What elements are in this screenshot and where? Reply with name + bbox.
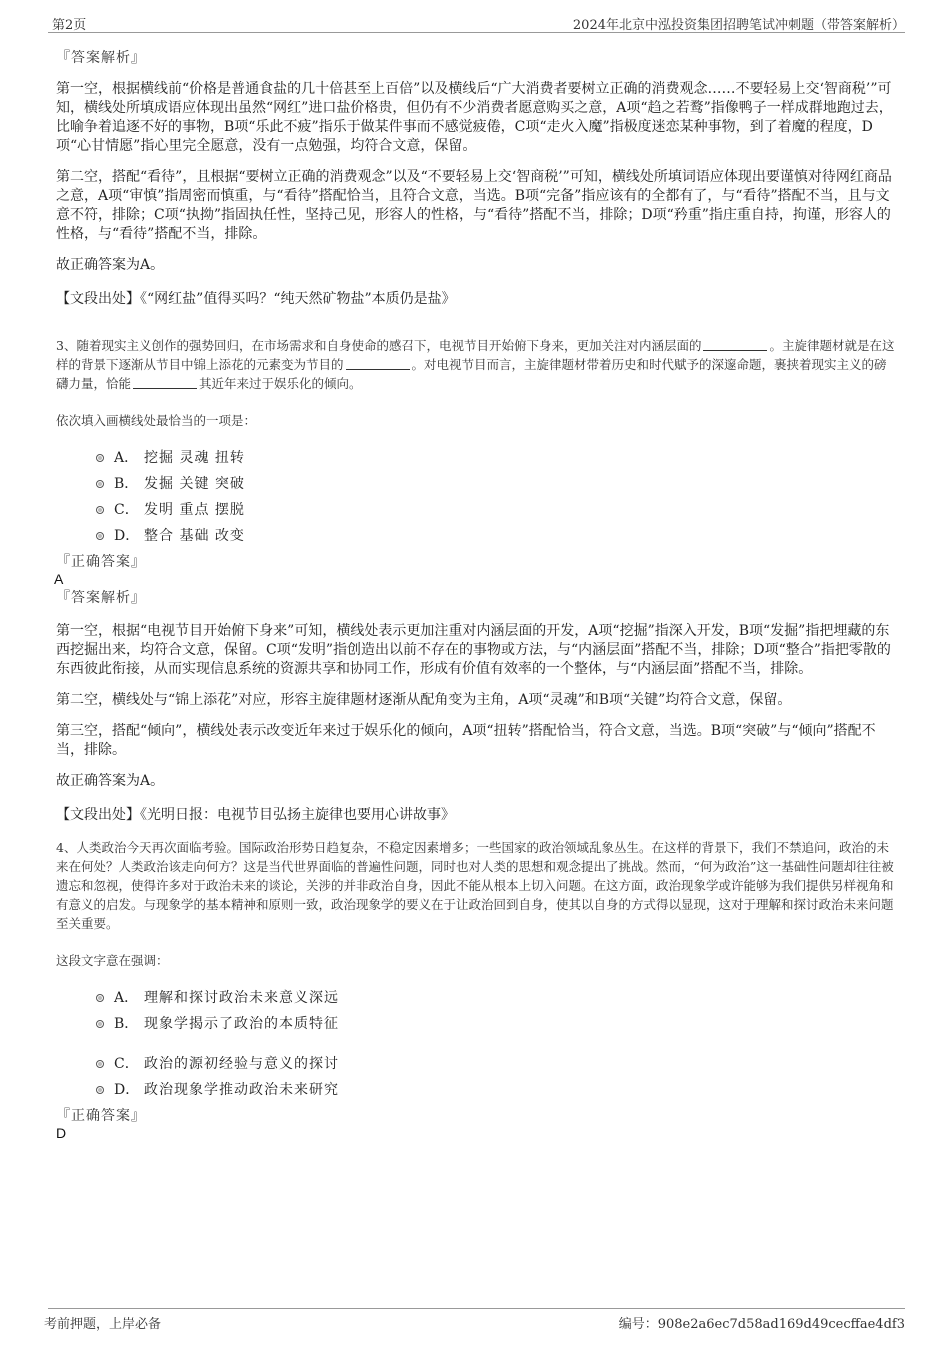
radio-button[interactable] — [96, 1020, 104, 1028]
source-citation: 【文段出处】《“网红盐”值得买吗？“纯天然矿物盐”本质仍是盐》 — [56, 291, 456, 307]
radio-button[interactable] — [96, 480, 104, 488]
radio-button[interactable] — [96, 454, 104, 462]
radio-button[interactable] — [96, 1060, 104, 1068]
option-a[interactable]: A． 挖掘 灵魂 扭转 — [96, 447, 896, 473]
radio-button[interactable] — [96, 994, 104, 1002]
analysis-paragraph: 第二空，横线处与“锦上添花”对应，形容主旋律题材逐渐从配角变为主角，A项“灵魂”和B项“关键”均符合文意，保留。 — [56, 692, 792, 708]
page-number: 第2页 — [52, 18, 87, 33]
document-title: 2024年北京中泓投资集团招聘笔试冲刺题（带答案解析） — [572, 18, 905, 33]
option-b[interactable]: B． 现象学揭示了政治的本质特征 — [96, 1013, 896, 1039]
correct-answer: D — [56, 1125, 67, 1141]
radio-button[interactable] — [96, 1086, 104, 1094]
option-c[interactable]: C． 政治的源初经验与意义的探讨 — [96, 1053, 896, 1079]
correct-answer-label: 『正确答案』 — [56, 554, 146, 570]
correct-answer: A — [54, 571, 64, 587]
option-list — [56, 447, 896, 551]
analysis-label: 『答案解析』 — [56, 50, 146, 66]
document-id: 编号：908e2a6ec7d58ad169d49cecffae4df3 — [618, 1317, 905, 1332]
correct-answer-label: 『正确答案』 — [56, 1108, 146, 1124]
option-b[interactable]: B． 发掘 关键 突破 — [96, 473, 896, 499]
question-stem: 4、人类政治今天再次面临考验。国际政治形势日趋复杂，不稳定因素增多；一些国家的政治领域乱象丛生。在这样的背景下，我们不禁追问，政治的未来在何处？人类政治该走向何方？这是当代世界面临的普遍性问题，同时也对人类的思想和观念提出了挑战。然而，“何为政治”这一基础性问题却往往被遗忘和忽视，使得许多对于政治未来的谈论，关涉的并非政治自身，因此不能从根本上切入问题。在这方面，政治现象学或许能够为我们提供另样视角和有意义的启发。与现象学的基本精神和原则一致，政治现象学的要义在于让政治回到自身，使其以自身的方式得以显现，这对于理解和探讨政治未来问题至关重要。 — [56, 840, 894, 931]
conclusion: 故正确答案为A。 — [56, 773, 165, 789]
radio-button[interactable] — [96, 532, 104, 540]
page-footer — [0, 1308, 950, 1345]
page-header — [0, 0, 950, 33]
option-c[interactable]: C． 发明 重点 摆脱 — [96, 499, 896, 525]
option-d[interactable]: D． 政治现象学推动政治未来研究 — [96, 1079, 896, 1105]
option-a[interactable]: A． 理解和探讨政治未来意义深远 — [96, 987, 896, 1013]
radio-button[interactable] — [96, 506, 104, 514]
fill-blank — [133, 376, 197, 389]
option-d[interactable]: D． 整合 基础 改变 — [96, 525, 896, 551]
analysis-label: 『答案解析』 — [56, 590, 146, 606]
analysis-paragraph: 第一空，根据“电视节目开始俯下身来”可知，横线处表示更加注重对内涵层面的开发，A项“挖掘”指深入开发，B项“发掘”指把埋藏的东西挖掘出来，均符合文意，保留。C项“发明”指创造出以前不存在的事物或方法，与“内涵层面”搭配不当，排除；D项“整合”指把零散的东西彼此衔接，从而实现信息系统的资源共享和协同工作，形成有价值有效率的一个整体，与“内涵层面”搭配不当，排除。 — [56, 623, 891, 677]
source-citation: 【文段出处】《光明日报：电视节目弘扬主旋律也要用心讲故事》 — [56, 807, 455, 823]
header-divider — [48, 32, 905, 33]
page-content — [56, 47, 896, 1141]
question-prompt: 这段文字意在强调： — [56, 953, 169, 968]
question-prompt: 依次填入画横线处最恰当的一项是： — [56, 413, 257, 428]
question-stem: 3、随着现实主义创作的强势回归，在市场需求和自身使命的感召下，电视节目开始俯下身来，更加关注对内涵层面的 。主旋律题材就是在这样的背景下逐渐从节目中锦上添花的元素变为节目的 。对电视节目而言，主旋律题材带着历史和时代赋予的深邃命题，裹挟着现实主义的磅礴力量，恰能 其近年来过于娱乐化的倾向。 — [56, 338, 895, 391]
analysis-paragraph: 第三空，搭配“倾向”，横线处表示改变近年来过于娱乐化的倾向，A项“扭转”搭配恰当，符合文意，当选。B项“突破”与“倾向”搭配不当，排除。 — [56, 723, 876, 758]
analysis-paragraph: 第一空，根据横线前“价格是普通食盐的几十倍甚至上百倍”以及横线后“广大消费者要树立正确的消费观念……不要轻易上交‘智商税’”可知，横线处所填成语应体现出虽然“网红”进口盐价格贵，但仍有不少消费者愿意购买之意，A项“趋之若鹜”指像鸭子一样成群地跑过去，比喻争着追逐不好的事物，B项“乐此不疲”指乐于做某件事而不感觉疲倦，C项“走火入魔”指极度迷恋某种事物，到了着魔的程度，D项“心甘情愿”指心里完全愿意，没有一点勉强，均符合文意，保留。 — [56, 81, 893, 154]
fill-blank — [703, 338, 767, 351]
conclusion: 故正确答案为A。 — [56, 257, 165, 273]
footer-slogan: 考前押题，上岸必备 — [44, 1317, 162, 1332]
footer-divider — [48, 1308, 905, 1309]
analysis-paragraph: 第二空，搭配“看待”，且根据“要树立正确的消费观念”以及“不要轻易上交‘智商税’”可知，横线处所填词语应体现出要谨慎对待网红商品之意，A项“审慎”指周密而慎重，与“看待”搭配恰当，且符合文意，当选。B项“完备”指应该有的全都有了，与“看待”搭配不当，且与文意不符，排除；C项“执拗”指固执任性，坚持己见，形容人的性格，与“看待”搭配不当，排除；D项“矜重”指庄重自持，拘谨，形容人的性格，与“看待”搭配不当，排除。 — [56, 169, 892, 242]
option-list — [56, 987, 896, 1105]
fill-blank — [346, 357, 410, 370]
